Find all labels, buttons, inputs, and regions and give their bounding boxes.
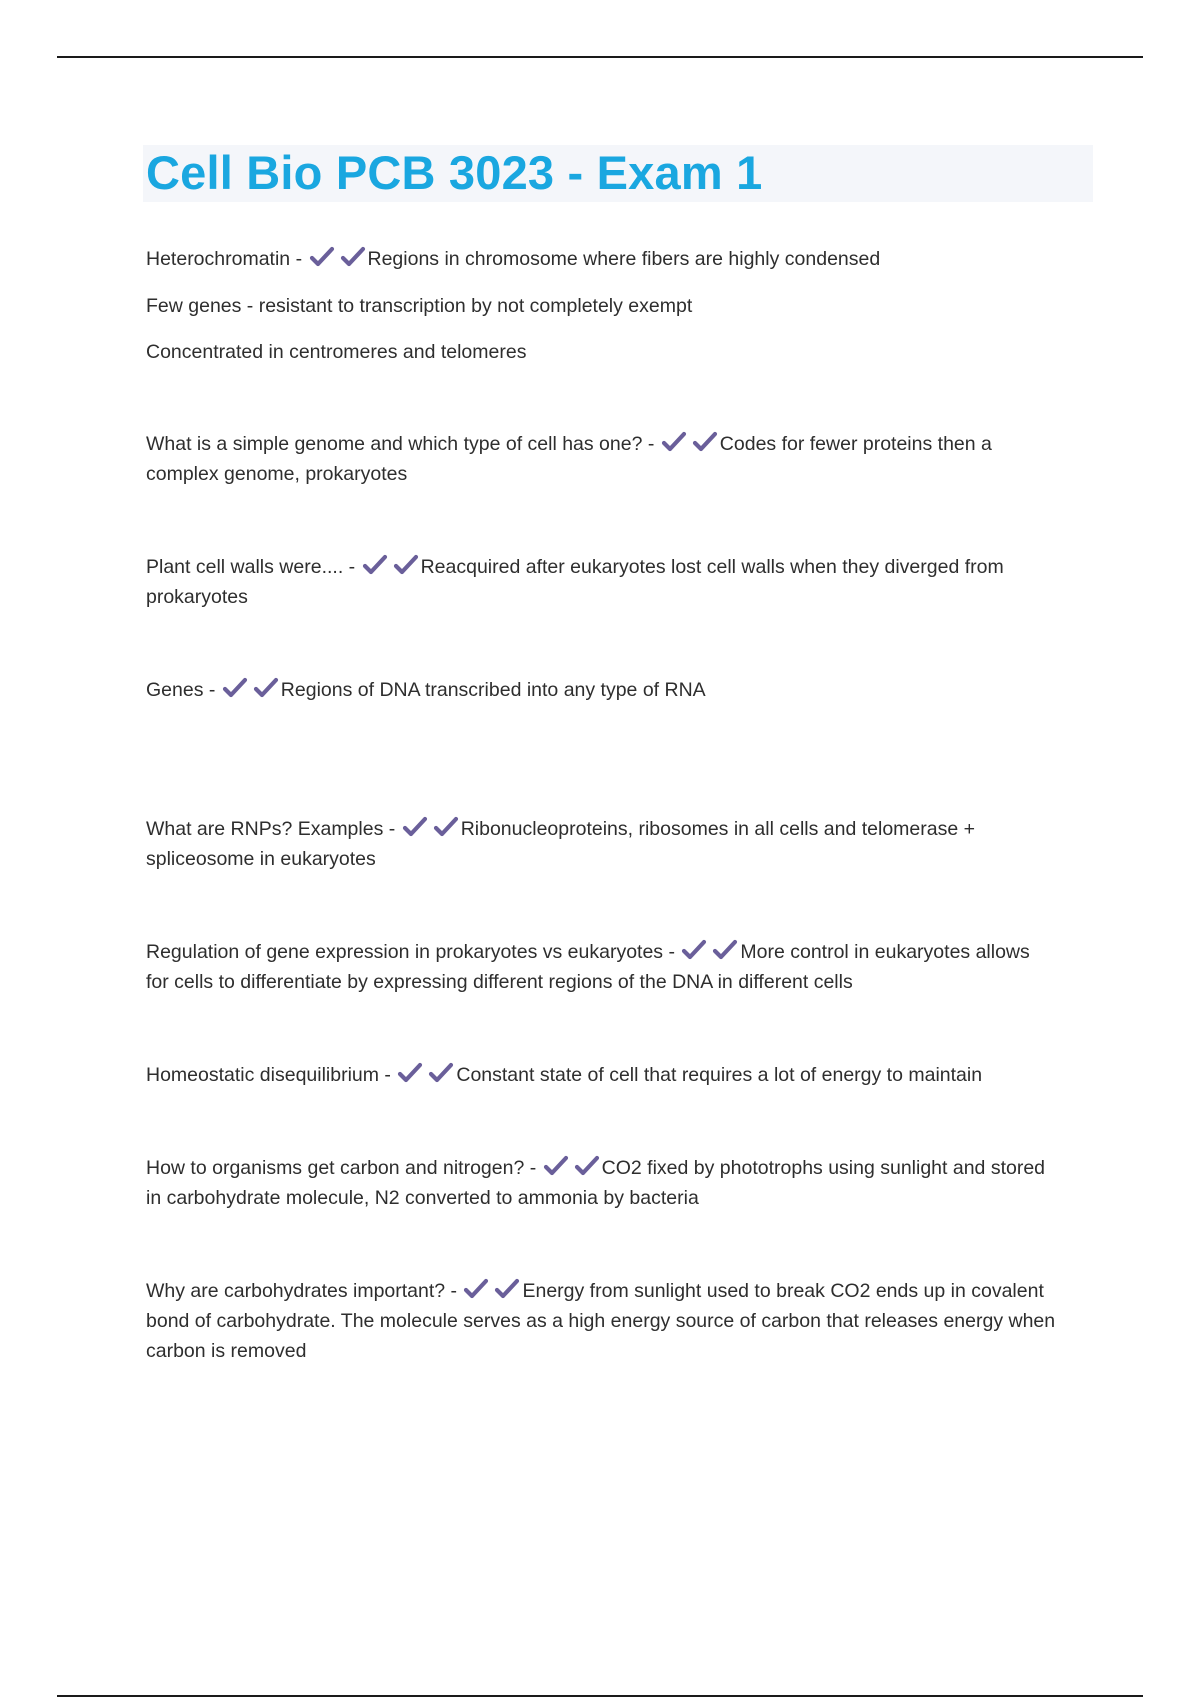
separator: -: [343, 556, 361, 578]
entry-definition-continued: in carbohydrate molecule, N2 converted to ammonia by bacteria: [146, 1187, 699, 1209]
check-icon: [393, 554, 419, 576]
bottom-rule: [57, 1695, 1143, 1697]
entry-definition: Ribonucleoproteins, ribosomes in all cells and telomerase +: [460, 818, 975, 840]
check-icon: [463, 1278, 489, 1300]
separator: -: [290, 248, 308, 270]
entry-definition: Regions in chromosome where fibers are highly condensed: [367, 248, 881, 270]
entry-definition: More control in eukaryotes allows: [740, 941, 1030, 963]
entry-definition: Codes for fewer proteins then a: [719, 433, 992, 455]
double-check-icon: [222, 677, 279, 699]
entry-line: [146, 1276, 1096, 1306]
separator: -: [383, 818, 401, 840]
check-icon: [309, 246, 335, 268]
separator: -: [524, 1157, 542, 1179]
entry-rnps: [146, 814, 1096, 874]
check-icon: [574, 1155, 600, 1177]
entry-line: [146, 1060, 1096, 1090]
check-icon: [661, 431, 687, 453]
entry-definition: Energy from sunlight used to break CO2 ends up in covalent: [522, 1280, 1044, 1302]
entry-simple-genome: [146, 429, 1096, 489]
entry-definition-continued: spliceosome in eukaryotes: [146, 848, 376, 870]
double-check-icon: [309, 246, 366, 268]
check-icon: [494, 1278, 520, 1300]
entry-term: Heterochromatin: [146, 248, 291, 270]
entry-definition-continued: carbon is removed: [146, 1340, 307, 1362]
check-icon: [692, 431, 718, 453]
entry-line: [146, 675, 1096, 705]
check-icon: [433, 816, 459, 838]
check-icon: [681, 939, 707, 961]
check-icon: [362, 554, 388, 576]
entry-definition: CO2 fixed by phototrophs using sunlight and stored: [601, 1157, 1046, 1179]
entry-definition-continued: bond of carbohydrate. The molecule serves as a high energy source of carbon that releases energy when: [146, 1310, 1056, 1332]
entry-genes: [146, 675, 1096, 705]
check-icon: [222, 677, 248, 699]
check-icon: [402, 816, 428, 838]
entry-line: [146, 937, 1096, 967]
separator: -: [445, 1280, 463, 1302]
entry-heterochromatin: [146, 244, 1096, 367]
double-check-icon: [543, 1155, 600, 1177]
double-check-icon: [397, 1062, 454, 1084]
entry-term: Why are carbohydrates important?: [146, 1280, 446, 1302]
entry-definition: Reacquired after eukaryotes lost cell walls when they diverged from: [420, 556, 1004, 578]
entry-definition-continued: prokaryotes: [146, 586, 248, 608]
entry-line: [146, 1153, 1096, 1183]
entry-term: What is a simple genome and which type of cell has one?: [146, 433, 643, 455]
entry-carbon-nitrogen: [146, 1153, 1096, 1213]
entry-line: [146, 552, 1096, 582]
entry-line: [146, 429, 1096, 459]
entry-term: Genes: [146, 679, 204, 701]
entry-extra-line: Concentrated in centromeres and telomeres: [146, 341, 527, 363]
entry-extra-line: Few genes - resistant to transcription by not completely exempt: [146, 295, 693, 317]
check-icon: [543, 1155, 569, 1177]
double-check-icon: [362, 554, 419, 576]
separator: -: [642, 433, 660, 455]
entry-definition-continued: for cells to differentiate by expressing different regions of the DNA in different cells: [146, 971, 853, 993]
entry-term: Plant cell walls were....: [146, 556, 344, 578]
check-icon: [428, 1062, 454, 1084]
check-icon: [397, 1062, 423, 1084]
double-check-icon: [402, 816, 459, 838]
entry-definition: Constant state of cell that requires a lot of energy to maintain: [456, 1064, 983, 1086]
check-icon: [712, 939, 738, 961]
entry-term: What are RNPs? Examples: [146, 818, 384, 840]
entry-gene-regulation: [146, 937, 1096, 997]
entry-homeostatic-disequilibrium: [146, 1060, 1096, 1090]
entry-term: Regulation of gene expression in prokaryotes vs eukaryotes: [146, 941, 664, 963]
entry-line: [146, 244, 1096, 274]
page-title: Cell Bio PCB 3023 - Exam 1: [146, 146, 763, 199]
separator: -: [663, 941, 681, 963]
entry-definition: Regions of DNA transcribed into any type of RNA: [280, 679, 706, 701]
check-icon: [340, 246, 366, 268]
separator: -: [379, 1064, 397, 1086]
check-icon: [253, 677, 279, 699]
double-check-icon: [463, 1278, 520, 1300]
entry-carbohydrates: [146, 1276, 1096, 1366]
double-check-icon: [661, 431, 718, 453]
entry-term: How to organisms get carbon and nitrogen?: [146, 1157, 525, 1179]
entry-plant-cell-walls: [146, 552, 1096, 612]
double-check-icon: [681, 939, 738, 961]
entry-term: Homeostatic disequilibrium: [146, 1064, 380, 1086]
top-rule: [57, 56, 1143, 58]
separator: -: [203, 679, 221, 701]
entry-definition-continued: complex genome, prokaryotes: [146, 463, 408, 485]
entry-line: [146, 814, 1096, 844]
